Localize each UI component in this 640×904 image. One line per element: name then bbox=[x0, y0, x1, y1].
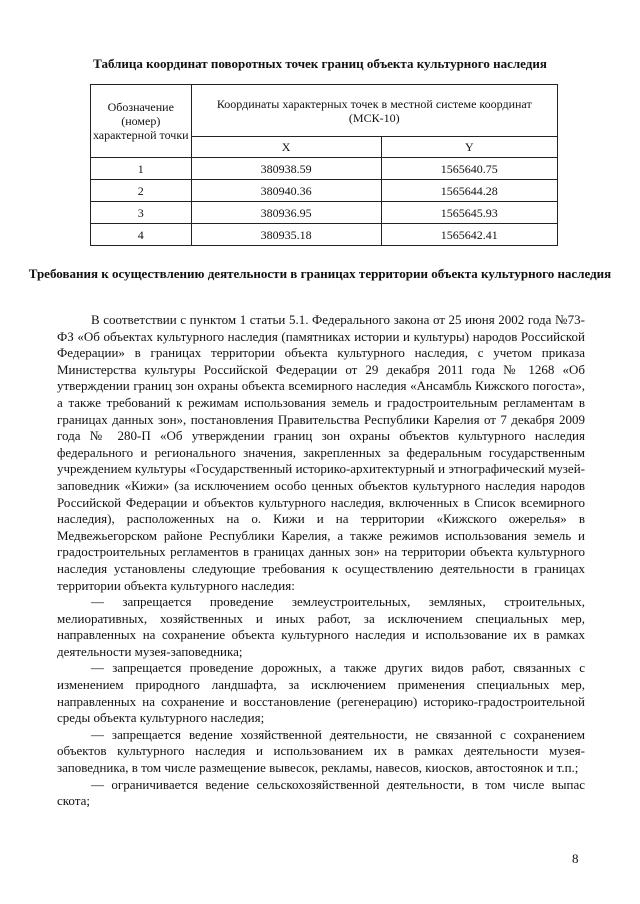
header-x: X bbox=[191, 137, 381, 158]
table-title: Таблица координат поворотных точек границ объекта культурного наследия bbox=[93, 56, 547, 71]
intro-paragraph: В соответствии с пунктом 1 статьи 5.1. Федерального закона от 25 июня 2002 года №73-ФЗ «Об объектах культурного наследия (памятниках истории и культуры) народов Российской Федерации» в границах территории объекта культурного наследия, с учетом приказа Министерства культуры Российской Федерации от 29 декабря 2011 года № 1268 «Об утверждении границ зон охраны объекта всемирного наследия «Ансамбль Кижского погоста», а также требований к режимам использования земель и градостроительным регламентам в границах данных зон», постановления Правительства Республики Карелия от 7 декабря 2009 года № 280-П «Об утверждении границ зон охраны объектов культурного наследия федерального и регионального значения, закрепленных за федеральным государственным учреждением культуры «Государственный историко-архитектурный и этнографический музей-заповедник «Кижи» (за исключением особо ценных объектов культурного наследия народов Российской Федерации и объектов культурного наследия, включенных в Список всемирного наследия), расположенных на о. Кижи и на территории «Кижского ожерелья» в Медвежьегорском районе Республики Карелия, а также режимов использования земель и градостроительных регламентов в границах данных зон» на территории объекта культурного наследия установлены следующие требования к осуществлению деятельности в границах территории объекта культурного наследия: bbox=[57, 312, 585, 593]
coord-x: 380935.18 bbox=[191, 224, 381, 246]
coord-y: 1565644.28 bbox=[381, 180, 557, 202]
list-item: — запрещается проведение землеустроительных, земляных, строительных, мелиоративных, хозяйственных и иных работ, за исключением специальных мер, направленных на сохранение объекта культурного наследия и использование их в рамках деятельности музея-заповедника; bbox=[57, 594, 585, 659]
coord-x: 380938.59 bbox=[191, 158, 381, 180]
point-number: 4 bbox=[91, 224, 192, 246]
coord-x: 380936.95 bbox=[191, 202, 381, 224]
point-number: 2 bbox=[91, 180, 192, 202]
page-number: 8 bbox=[572, 851, 579, 866]
coord-x: 380940.36 bbox=[191, 180, 381, 202]
list-item: — запрещается проведение дорожных, а также других видов работ, связанных с изменением природного ландшафта, за исключением применения специальных мер, направленных на сохранение и восстановление (регенерацию) историко-градостроительной среды объекта культурного наследия; bbox=[57, 660, 585, 726]
point-number: 1 bbox=[91, 158, 192, 180]
table-row bbox=[91, 180, 558, 202]
coord-y: 1565645.93 bbox=[381, 202, 557, 224]
list-item: — запрещается ведение хозяйственной деятельности, не связанной с сохранением объектов культурного наследия и использованием их в рамках деятельности музея-заповедника, в том числе размещение вывесок, рекламы, навесов, киосков, автостоянок и т.п.; bbox=[57, 726, 585, 776]
header-designation: Обозначение (номер) характерной точки bbox=[91, 85, 192, 158]
body-text bbox=[57, 312, 585, 810]
coordinates-table bbox=[90, 84, 558, 246]
table-header-row bbox=[91, 85, 558, 137]
coord-y: 1565642.41 bbox=[381, 224, 557, 246]
list-item: — ограничивается ведение сельскохозяйственной деятельности, в том числе выпас скота; bbox=[57, 776, 585, 809]
table-row bbox=[91, 202, 558, 224]
point-number: 3 bbox=[91, 202, 192, 224]
section-title: Требования к осуществлению деятельности в границах территории объекта культурного наследия bbox=[28, 266, 612, 281]
header-coordinates: Координаты характерных точек в местной системе координат (МСК-10) bbox=[191, 85, 557, 137]
coord-y: 1565640.75 bbox=[381, 158, 557, 180]
table-row bbox=[91, 158, 558, 180]
header-y: Y bbox=[381, 137, 557, 158]
table-row bbox=[91, 224, 558, 246]
